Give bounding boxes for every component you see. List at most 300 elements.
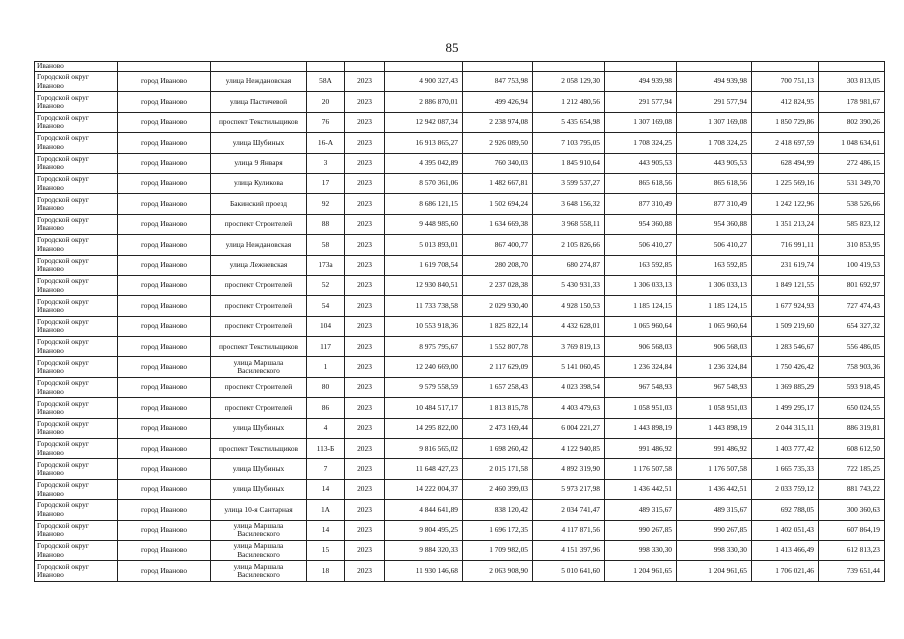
year-cell: 2023 — [345, 255, 385, 275]
cost-cell-2: 5 141 060,45 — [533, 357, 605, 377]
table-row — [35, 418, 885, 438]
cost-cell-1: 1 502 694,24 — [463, 194, 533, 214]
cost-cell-6: 538 526,66 — [819, 194, 885, 214]
cost-cell-1: 1 813 815,78 — [463, 398, 533, 418]
house-number-cell: 7 — [307, 459, 345, 479]
cost-cell-1: 2 063 908,90 — [463, 561, 533, 581]
table-row — [35, 520, 885, 540]
cost-cell-5: 1 225 569,16 — [752, 173, 819, 193]
municipality-cell: Городской округ Иваново — [35, 72, 118, 92]
house-number-cell: 88 — [307, 214, 345, 234]
cost-cell-1: 1 482 667,81 — [463, 173, 533, 193]
year-cell: 2023 — [345, 357, 385, 377]
year-cell: 2023 — [345, 500, 385, 520]
street-cell: улица Шубиных — [211, 459, 307, 479]
street-cell: улица Маршала Василевского — [211, 561, 307, 581]
cost-cell-3: 1 176 507,58 — [605, 459, 677, 479]
cost-cell-5: 1 509 219,60 — [752, 316, 819, 336]
cost-cell-1: 1 657 258,43 — [463, 377, 533, 397]
table-row — [35, 561, 885, 581]
table-row — [35, 398, 885, 418]
municipality-cell: Городской округ Иваново — [35, 540, 118, 560]
year-cell: 2023 — [345, 520, 385, 540]
total-cost-cell: 9 884 320,33 — [385, 540, 463, 560]
cost-cell-5: 1 677 924,93 — [752, 296, 819, 316]
cost-cell-2: 4 403 479,63 — [533, 398, 605, 418]
cost-cell-4: 1 236 324,84 — [677, 357, 752, 377]
house-number-cell: 80 — [307, 377, 345, 397]
cost-cell-4: 990 267,85 — [677, 520, 752, 540]
municipality-cell: Городской округ Иваново — [35, 153, 118, 173]
year-cell: 2023 — [345, 337, 385, 357]
house-number-cell: 86 — [307, 398, 345, 418]
table-row — [35, 92, 885, 112]
cost-cell-4: 998 330,30 — [677, 540, 752, 560]
cost-cell-5: 412 824,95 — [752, 92, 819, 112]
cost-cell-6: 881 743,22 — [819, 479, 885, 499]
cost-cell-3: 163 592,85 — [605, 255, 677, 275]
cost-cell-1: 2 460 399,03 — [463, 479, 533, 499]
house-number-cell: 15 — [307, 540, 345, 560]
locality-cell: город Иваново — [118, 479, 211, 499]
street-cell: проспект Строителей — [211, 316, 307, 336]
total-cost-cell: 14 295 822,00 — [385, 418, 463, 438]
total-cost-cell: 12 930 840,51 — [385, 275, 463, 295]
table-row — [35, 153, 885, 173]
cost-cell-4: 906 568,03 — [677, 337, 752, 357]
municipality-cell: Городской округ Иваново — [35, 500, 118, 520]
street-cell: проспект Текстильщиков — [211, 439, 307, 459]
cost-cell-4: 163 592,85 — [677, 255, 752, 275]
year-cell: 2023 — [345, 479, 385, 499]
year-cell: 2023 — [345, 194, 385, 214]
cost-cell-6: 758 903,36 — [819, 357, 885, 377]
total-cost-cell: 5 013 893,01 — [385, 235, 463, 255]
house-number-cell: 58 — [307, 235, 345, 255]
cost-cell-4: 865 618,56 — [677, 173, 752, 193]
cost-cell-2: 3 648 156,32 — [533, 194, 605, 214]
cost-cell-6: 722 185,25 — [819, 459, 885, 479]
cost-cell-3: 991 486,92 — [605, 439, 677, 459]
locality-cell: город Иваново — [118, 357, 211, 377]
cost-cell-1: 499 426,94 — [463, 92, 533, 112]
cost-cell-3: 1 185 124,15 — [605, 296, 677, 316]
street-cell: проспект Строителей — [211, 275, 307, 295]
house-number-cell: 104 — [307, 316, 345, 336]
cost-cell-2: 4 892 319,90 — [533, 459, 605, 479]
cost-cell-5: 1 850 729,86 — [752, 112, 819, 132]
locality-cell: город Иваново — [118, 561, 211, 581]
total-cost-cell: 1 619 708,54 — [385, 255, 463, 275]
table-row — [35, 133, 885, 153]
house-number-cell: 4 — [307, 418, 345, 438]
cost-cell-5: 1 403 777,42 — [752, 439, 819, 459]
locality-cell: город Иваново — [118, 459, 211, 479]
street-cell: улица Пастичевой — [211, 92, 307, 112]
total-cost-cell: 9 579 558,59 — [385, 377, 463, 397]
cost-cell-1: 280 208,70 — [463, 255, 533, 275]
cost-cell-2: 3 599 537,27 — [533, 173, 605, 193]
continuation-row — [35, 62, 885, 72]
table-row — [35, 214, 885, 234]
cost-cell-3: 1 443 898,19 — [605, 418, 677, 438]
cost-cell-3: 1 204 961,65 — [605, 561, 677, 581]
table-row — [35, 235, 885, 255]
cost-cell-2: 3 968 558,11 — [533, 214, 605, 234]
locality-cell: город Иваново — [118, 377, 211, 397]
year-cell: 2023 — [345, 72, 385, 92]
municipality-cell: Городской округ Иваново — [35, 377, 118, 397]
municipality-cell: Городской округ Иваново — [35, 418, 118, 438]
municipality-cell: Городской округ Иваново — [35, 459, 118, 479]
table-row — [35, 337, 885, 357]
municipality-cell: Городской округ Иваново — [35, 275, 118, 295]
cost-cell-6: 801 692,97 — [819, 275, 885, 295]
locality-cell: город Иваново — [118, 112, 211, 132]
cost-cell-4: 1 306 033,13 — [677, 275, 752, 295]
house-number-cell: 54 — [307, 296, 345, 316]
street-cell: улица Неждановская — [211, 235, 307, 255]
cost-cell-4: 1 185 124,15 — [677, 296, 752, 316]
table-row — [35, 459, 885, 479]
cost-cell-5: 2 418 697,59 — [752, 133, 819, 153]
cost-cell-2: 680 274,87 — [533, 255, 605, 275]
municipality-cell: Городской округ Иваново — [35, 439, 118, 459]
cost-cell-5: 716 991,11 — [752, 235, 819, 255]
locality-cell: город Иваново — [118, 540, 211, 560]
street-cell: улица Шубиных — [211, 418, 307, 438]
street-cell: проспект Строителей — [211, 377, 307, 397]
cost-cell-3: 291 577,94 — [605, 92, 677, 112]
cost-cell-1: 1 698 260,42 — [463, 439, 533, 459]
year-cell: 2023 — [345, 439, 385, 459]
cost-cell-5: 1 351 213,24 — [752, 214, 819, 234]
locality-cell: город Иваново — [118, 133, 211, 153]
cost-cell-6: 178 981,67 — [819, 92, 885, 112]
year-cell: 2023 — [345, 173, 385, 193]
table-row — [35, 540, 885, 560]
locality-cell: город Иваново — [118, 398, 211, 418]
municipality-cell: Городской округ Иваново — [35, 255, 118, 275]
total-cost-cell: 9 804 495,25 — [385, 520, 463, 540]
cost-cell-5: 1 750 426,42 — [752, 357, 819, 377]
table-row — [35, 296, 885, 316]
municipality-cell: Городской округ Иваново — [35, 112, 118, 132]
table-row — [35, 275, 885, 295]
cost-cell-4: 443 905,53 — [677, 153, 752, 173]
cost-cell-4: 1 204 961,65 — [677, 561, 752, 581]
cost-cell-4: 1 436 442,51 — [677, 479, 752, 499]
cost-cell-4: 1 065 960,64 — [677, 316, 752, 336]
year-cell: 2023 — [345, 398, 385, 418]
locality-cell: город Иваново — [118, 92, 211, 112]
cost-cell-1: 1 552 807,78 — [463, 337, 533, 357]
table-row — [35, 72, 885, 92]
cost-cell-1: 1 709 982,05 — [463, 540, 533, 560]
street-cell: улица Куликова — [211, 173, 307, 193]
total-cost-cell: 4 844 641,89 — [385, 500, 463, 520]
table-row — [35, 439, 885, 459]
cost-cell-5: 231 619,74 — [752, 255, 819, 275]
house-number-cell: 18 — [307, 561, 345, 581]
cost-cell-4: 489 315,67 — [677, 500, 752, 520]
total-cost-cell: 8 975 795,67 — [385, 337, 463, 357]
cost-cell-1: 2 015 171,58 — [463, 459, 533, 479]
cost-cell-3: 906 568,03 — [605, 337, 677, 357]
cost-cell-6: 608 612,50 — [819, 439, 885, 459]
house-number-cell: 17 — [307, 173, 345, 193]
municipality-cell: Городской округ Иваново — [35, 479, 118, 499]
street-cell: проспект Текстильщиков — [211, 112, 307, 132]
cost-cell-5: 628 494,99 — [752, 153, 819, 173]
cost-cell-2: 5 435 654,98 — [533, 112, 605, 132]
table-row — [35, 479, 885, 499]
cost-cell-5: 1 499 295,17 — [752, 398, 819, 418]
cost-cell-5: 1 402 051,43 — [752, 520, 819, 540]
municipality-cell: Городской округ Иваново — [35, 235, 118, 255]
house-number-cell: 14 — [307, 479, 345, 499]
cost-cell-1: 2 117 629,09 — [463, 357, 533, 377]
locality-cell: город Иваново — [118, 72, 211, 92]
cost-cell-6: 650 024,55 — [819, 398, 885, 418]
register-table — [34, 61, 885, 582]
cost-cell-3: 1 065 960,64 — [605, 316, 677, 336]
locality-cell: город Иваново — [118, 173, 211, 193]
cost-cell-1: 1 634 669,38 — [463, 214, 533, 234]
cost-cell-6: 531 349,70 — [819, 173, 885, 193]
street-cell: улица Маршала Василевского — [211, 357, 307, 377]
table-row — [35, 316, 885, 336]
house-number-cell: 113-Б — [307, 439, 345, 459]
cost-cell-2: 5 973 217,98 — [533, 479, 605, 499]
cost-cell-2: 4 928 150,53 — [533, 296, 605, 316]
total-cost-cell: 9 448 985,60 — [385, 214, 463, 234]
cost-cell-3: 443 905,53 — [605, 153, 677, 173]
street-cell: улица Неждановская — [211, 72, 307, 92]
cost-cell-2: 1 845 910,64 — [533, 153, 605, 173]
house-number-cell: 14 — [307, 520, 345, 540]
total-cost-cell: 10 484 517,17 — [385, 398, 463, 418]
cost-cell-2: 5 430 931,33 — [533, 275, 605, 295]
cost-cell-5: 1 242 122,96 — [752, 194, 819, 214]
cost-cell-6: 585 823,12 — [819, 214, 885, 234]
year-cell: 2023 — [345, 112, 385, 132]
cost-cell-3: 494 939,98 — [605, 72, 677, 92]
cost-cell-2: 1 212 480,56 — [533, 92, 605, 112]
total-cost-cell: 4 900 327,43 — [385, 72, 463, 92]
house-number-cell: 16-А — [307, 133, 345, 153]
total-cost-cell: 4 395 042,89 — [385, 153, 463, 173]
total-cost-cell: 8 570 361,06 — [385, 173, 463, 193]
cost-cell-6: 593 918,45 — [819, 377, 885, 397]
cost-cell-1: 2 473 169,44 — [463, 418, 533, 438]
house-number-cell: 20 — [307, 92, 345, 112]
cost-cell-6: 607 864,19 — [819, 520, 885, 540]
cost-cell-2: 4 432 628,01 — [533, 316, 605, 336]
locality-cell: город Иваново — [118, 337, 211, 357]
municipality-cell: Городской округ Иваново — [35, 92, 118, 112]
year-cell: 2023 — [345, 296, 385, 316]
year-cell: 2023 — [345, 275, 385, 295]
locality-cell: город Иваново — [118, 194, 211, 214]
municipality-cell: Городской округ Иваново — [35, 296, 118, 316]
cost-cell-3: 990 267,85 — [605, 520, 677, 540]
cost-cell-3: 967 548,93 — [605, 377, 677, 397]
municipality-cell: Городской округ Иваново — [35, 398, 118, 418]
cost-cell-6: 886 319,81 — [819, 418, 885, 438]
cost-cell-3: 489 315,67 — [605, 500, 677, 520]
cost-cell-2: 2 034 741,47 — [533, 500, 605, 520]
locality-cell: город Иваново — [118, 214, 211, 234]
total-cost-cell: 12 240 669,00 — [385, 357, 463, 377]
house-number-cell: 1А — [307, 500, 345, 520]
locality-cell: город Иваново — [118, 418, 211, 438]
cost-cell-4: 954 360,88 — [677, 214, 752, 234]
cost-cell-1: 2 926 089,50 — [463, 133, 533, 153]
cost-cell-2: 6 004 221,27 — [533, 418, 605, 438]
cost-cell-6: 739 651,44 — [819, 561, 885, 581]
cost-cell-1: 760 340,03 — [463, 153, 533, 173]
cost-cell-5: 1 849 121,55 — [752, 275, 819, 295]
total-cost-cell: 12 942 087,34 — [385, 112, 463, 132]
cost-cell-3: 1 307 169,08 — [605, 112, 677, 132]
cost-cell-2: 4 122 940,85 — [533, 439, 605, 459]
street-cell: проспект Строителей — [211, 214, 307, 234]
total-cost-cell: 8 686 121,15 — [385, 194, 463, 214]
street-cell: проспект Строителей — [211, 296, 307, 316]
municipality-cell: Городской округ Иваново — [35, 173, 118, 193]
cost-cell-2: 4 151 397,96 — [533, 540, 605, 560]
cost-cell-6: 612 813,23 — [819, 540, 885, 560]
street-cell: улица 10-я Сантарная — [211, 500, 307, 520]
cost-cell-6: 654 327,32 — [819, 316, 885, 336]
table-row — [35, 357, 885, 377]
municipality-cell: Городской округ Иваново — [35, 133, 118, 153]
locality-cell: город Иваново — [118, 520, 211, 540]
street-cell: улица Шубиных — [211, 133, 307, 153]
street-cell: улица 9 Января — [211, 153, 307, 173]
cost-cell-2: 4 023 398,54 — [533, 377, 605, 397]
house-number-cell: 52 — [307, 275, 345, 295]
cost-cell-4: 967 548,93 — [677, 377, 752, 397]
locality-cell: город Иваново — [118, 316, 211, 336]
cost-cell-2: 4 117 871,56 — [533, 520, 605, 540]
street-cell: улица Маршала Василевского — [211, 520, 307, 540]
cost-cell-4: 877 310,49 — [677, 194, 752, 214]
municipality-cell: Городской округ Иваново — [35, 337, 118, 357]
year-cell: 2023 — [345, 133, 385, 153]
house-number-cell: 1 — [307, 357, 345, 377]
municipality-cell: Городской округ Иваново — [35, 357, 118, 377]
municipality-cell: Иваново — [35, 62, 118, 72]
house-number-cell: 92 — [307, 194, 345, 214]
municipality-cell: Городской округ Иваново — [35, 194, 118, 214]
cost-cell-6: 272 486,15 — [819, 153, 885, 173]
table-row — [35, 500, 885, 520]
cost-cell-4: 1 176 507,58 — [677, 459, 752, 479]
table-row — [35, 173, 885, 193]
street-cell: Бакинский проезд — [211, 194, 307, 214]
page-number: 85 — [445, 40, 459, 55]
house-number-cell: 58А — [307, 72, 345, 92]
cost-cell-3: 1 306 033,13 — [605, 275, 677, 295]
year-cell: 2023 — [345, 561, 385, 581]
cost-cell-1: 2 237 028,38 — [463, 275, 533, 295]
total-cost-cell: 11 733 738,58 — [385, 296, 463, 316]
cost-cell-6: 727 474,43 — [819, 296, 885, 316]
cost-cell-4: 506 410,27 — [677, 235, 752, 255]
cost-cell-1: 867 400,77 — [463, 235, 533, 255]
cost-cell-2: 7 103 795,05 — [533, 133, 605, 153]
table-row — [35, 112, 885, 132]
cost-cell-2: 5 010 641,60 — [533, 561, 605, 581]
municipality-cell: Городской округ Иваново — [35, 520, 118, 540]
total-cost-cell: 11 930 146,68 — [385, 561, 463, 581]
cost-cell-5: 1 369 885,29 — [752, 377, 819, 397]
street-cell: улица Лежневская — [211, 255, 307, 275]
locality-cell: город Иваново — [118, 255, 211, 275]
cost-cell-1: 2 238 974,08 — [463, 112, 533, 132]
cost-cell-2: 3 769 819,13 — [533, 337, 605, 357]
cost-cell-5: 1 706 021,46 — [752, 561, 819, 581]
cost-cell-1: 1 825 822,14 — [463, 316, 533, 336]
house-number-cell: 117 — [307, 337, 345, 357]
cost-cell-1: 838 120,42 — [463, 500, 533, 520]
cost-cell-3: 954 360,88 — [605, 214, 677, 234]
cost-cell-5: 1 665 735,33 — [752, 459, 819, 479]
municipality-cell: Городской округ Иваново — [35, 214, 118, 234]
cost-cell-5: 1 413 466,49 — [752, 540, 819, 560]
locality-cell: город Иваново — [118, 153, 211, 173]
cost-cell-3: 1 436 442,51 — [605, 479, 677, 499]
year-cell: 2023 — [345, 377, 385, 397]
cost-cell-6: 300 360,63 — [819, 500, 885, 520]
total-cost-cell: 11 648 427,23 — [385, 459, 463, 479]
cost-cell-3: 1 236 324,84 — [605, 357, 677, 377]
cost-cell-4: 991 486,92 — [677, 439, 752, 459]
year-cell: 2023 — [345, 153, 385, 173]
total-cost-cell: 16 913 865,27 — [385, 133, 463, 153]
cost-cell-5: 1 283 546,67 — [752, 337, 819, 357]
cost-cell-3: 877 310,49 — [605, 194, 677, 214]
year-cell: 2023 — [345, 214, 385, 234]
cost-cell-5: 700 751,13 — [752, 72, 819, 92]
cost-cell-6: 303 813,05 — [819, 72, 885, 92]
year-cell: 2023 — [345, 540, 385, 560]
cost-cell-6: 100 419,53 — [819, 255, 885, 275]
year-cell: 2023 — [345, 459, 385, 479]
cost-cell-4: 1 307 169,08 — [677, 112, 752, 132]
table-row — [35, 255, 885, 275]
table-row — [35, 377, 885, 397]
cost-cell-6: 556 486,05 — [819, 337, 885, 357]
locality-cell: город Иваново — [118, 500, 211, 520]
house-number-cell: 173а — [307, 255, 345, 275]
cost-cell-4: 291 577,94 — [677, 92, 752, 112]
street-cell: проспект Текстильщиков — [211, 337, 307, 357]
year-cell: 2023 — [345, 235, 385, 255]
cost-cell-4: 1 443 898,19 — [677, 418, 752, 438]
cost-cell-6: 802 390,26 — [819, 112, 885, 132]
street-cell: улица Маршала Василевского — [211, 540, 307, 560]
house-number-cell: 3 — [307, 153, 345, 173]
cost-cell-5: 2 033 759,12 — [752, 479, 819, 499]
total-cost-cell: 2 886 870,01 — [385, 92, 463, 112]
total-cost-cell: 14 222 004,37 — [385, 479, 463, 499]
total-cost-cell: 9 816 565,02 — [385, 439, 463, 459]
cost-cell-2: 2 105 826,66 — [533, 235, 605, 255]
cost-cell-1: 2 029 930,40 — [463, 296, 533, 316]
